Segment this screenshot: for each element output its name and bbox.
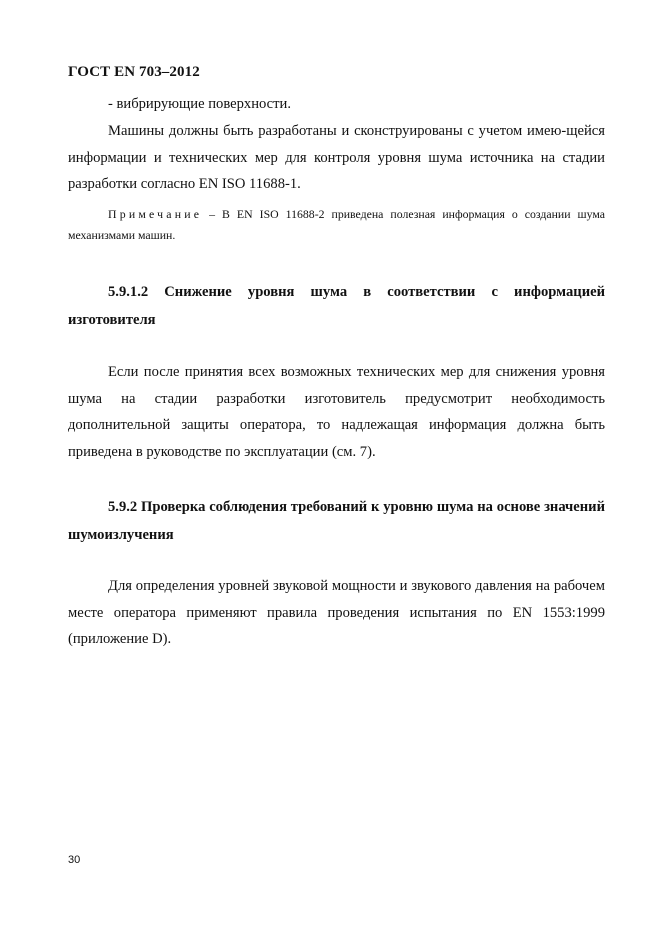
section-text-5-9-1-2: Если после принятия всех возможных технических мер для снижения уровня шума на стадии разработки изготовитель предусмотрит необходимость дополнительной защиты оператора, то надлежащая информация должна быть приведена в руководстве по эксплуатации (см. 7). bbox=[68, 364, 605, 460]
section-heading-5-9-2: 5.9.2 Проверка соблюдения требований к уровню шума на основе значений шумоизлучения bbox=[68, 499, 605, 543]
note-label: Примечание bbox=[108, 207, 203, 221]
paragraph-machine-design: Машины должны быть разработаны и сконструированы с учетом имею-щейся информации и технических мер для контроля уровня шума источника на стадии разработки согласно EN ISO 11688-1. bbox=[68, 123, 605, 192]
section-heading-5-9-1-2: 5.9.1.2 Снижение уровня шума в соответствии с информацией изготовителя bbox=[68, 284, 605, 328]
note-block bbox=[68, 204, 605, 246]
page-number: 30 bbox=[68, 854, 81, 866]
document-header: ГОСТ EN 703–2012 bbox=[68, 64, 200, 80]
section-text-5-9-2: Для определения уровней звуковой мощности и звукового давления на рабочем месте оператора применяют правила проведения испытания по EN 1553:1999 (приложение D). bbox=[68, 578, 605, 647]
note-text: – В EN ISO 11688-2 приведена полезная информация о создании шума механизмами машин. bbox=[68, 207, 605, 242]
list-item-vibrating-surfaces: - вибрирующие поверхности. bbox=[108, 96, 291, 112]
